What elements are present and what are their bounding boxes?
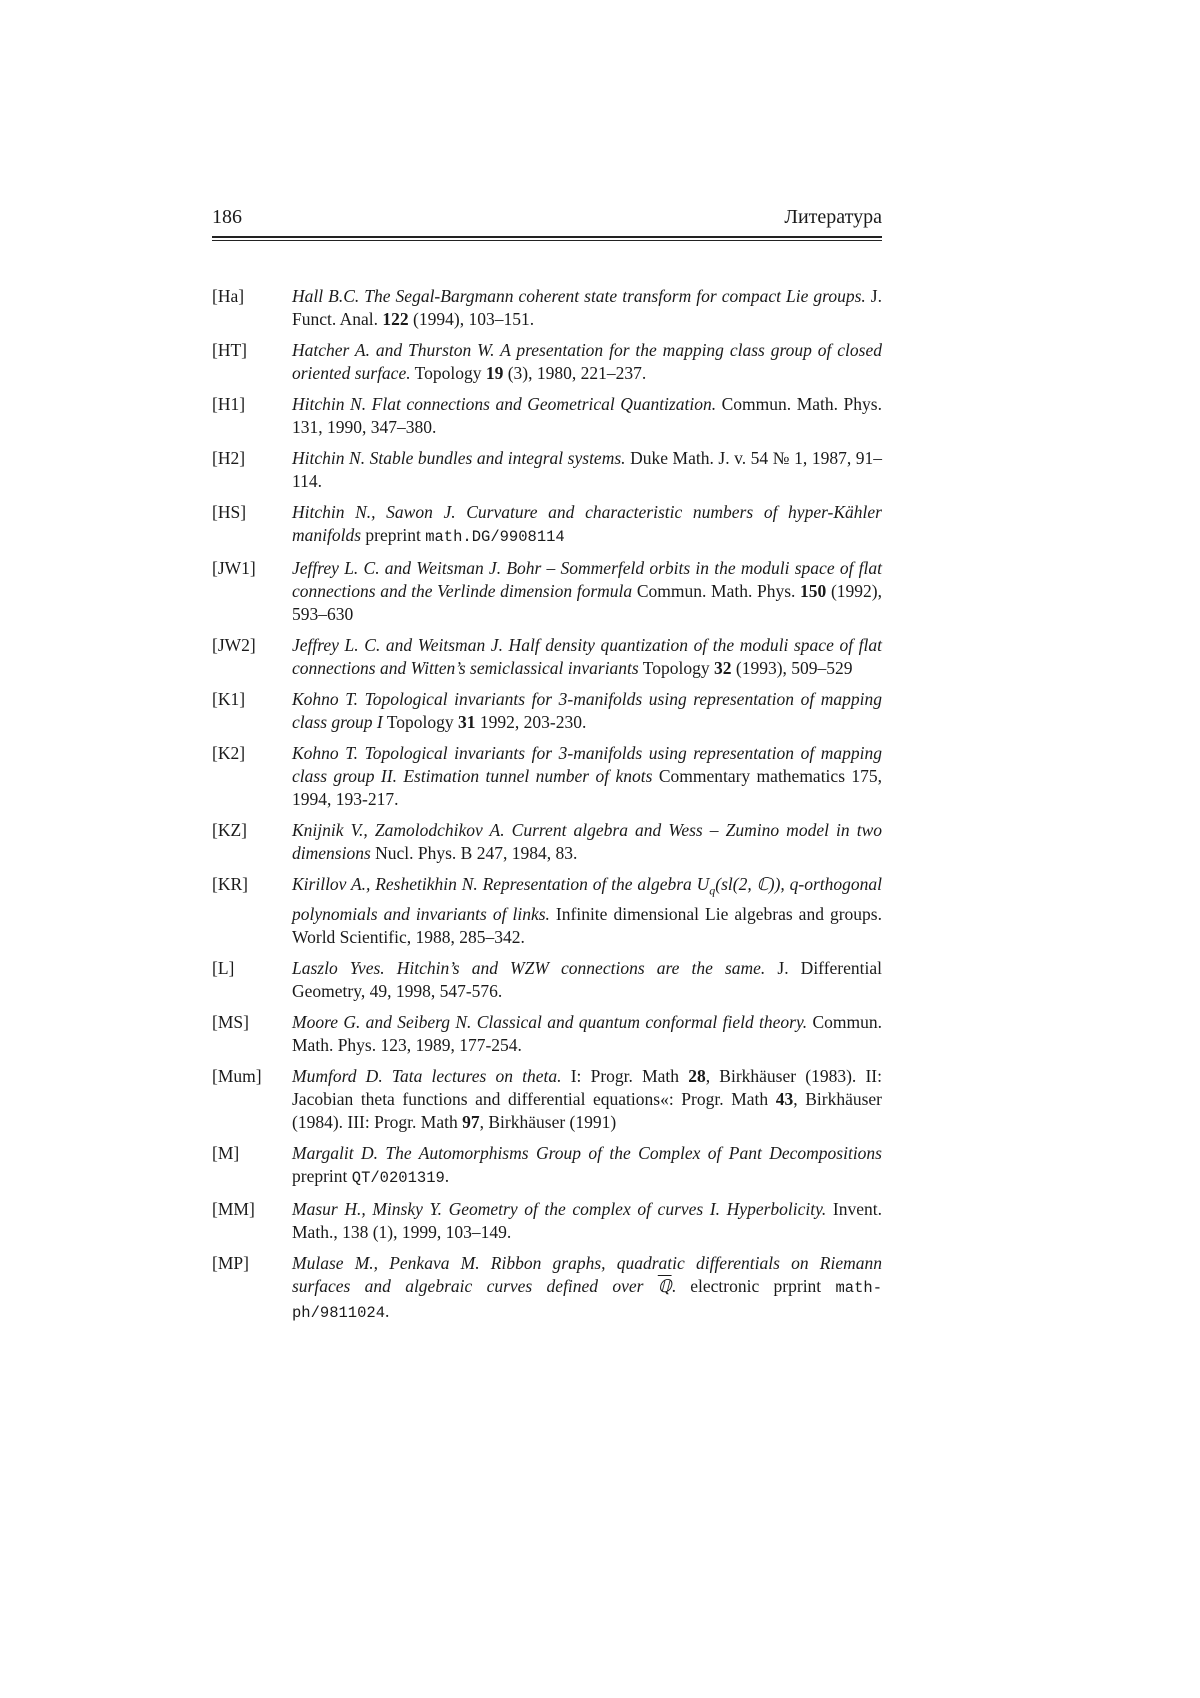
reference-entry xyxy=(212,1065,882,1134)
reference-fragment: Moore G. and Seiberg N. Classical and quantum conformal field theory. xyxy=(292,1011,808,1032)
reference-fragment: Commun. Math. Phys. 123, 1989, 177-254. xyxy=(292,1011,882,1055)
reference-text xyxy=(292,1252,882,1325)
reference-fragment: 28 xyxy=(688,1065,706,1086)
reference-entry xyxy=(212,1198,882,1244)
reference-fragment: Invent. Math., 138 (1), 1999, 103–149. xyxy=(292,1198,882,1242)
reference-fragment: (3), 1980, 221–237. xyxy=(503,363,647,383)
reference-fragment: 97 xyxy=(462,1111,480,1132)
header-rule-thick xyxy=(212,236,882,238)
reference-fragment: . xyxy=(444,1165,450,1186)
reference-key: [HS] xyxy=(212,502,247,522)
reference-fragment: QT/0201319 xyxy=(351,1168,445,1187)
reference-key: [H2] xyxy=(212,448,246,468)
reference-text xyxy=(292,1011,882,1057)
reference-fragment: , Birkhäuser (1991) xyxy=(479,1111,617,1132)
reference-entry xyxy=(212,339,882,385)
reference-fragment: Nucl. Phys. B 247, 1984, 83. xyxy=(370,843,578,863)
reference-key: [Ha] xyxy=(212,286,245,306)
reference-text xyxy=(292,447,882,493)
reference-key: [L] xyxy=(212,957,235,978)
reference-fragment: Hitchin N., Sawon J. Curvature and characteristic numbers of hyper-Kähler manifolds xyxy=(292,502,882,545)
reference-text xyxy=(292,1198,882,1244)
reference-fragment: , Birkhäuser (1983). II: Jacobian theta functions and differential equations«: Progr. Math xyxy=(292,1065,882,1109)
reference-text xyxy=(292,742,882,811)
reference-entry xyxy=(212,688,882,734)
reference-key: [KZ] xyxy=(212,820,247,840)
reference-fragment: 19 xyxy=(485,363,504,383)
reference-fragment: Kohno T. Topological invariants for 3-manifolds using representation of mapping class group I xyxy=(292,689,882,732)
reference-list xyxy=(212,285,882,1325)
reference-text xyxy=(292,339,882,385)
reference-entry xyxy=(212,285,882,331)
reference-fragment: Kirillov A., Reshetikhin N. Representation of the algebra U xyxy=(292,874,710,894)
reference-entry xyxy=(212,634,882,680)
reference-fragment: ℚ xyxy=(657,1275,672,1296)
reference-fragment: 1992, 203-230. xyxy=(475,712,587,732)
reference-fragment: (1994), 103–151. xyxy=(408,309,535,329)
reference-fragment: (1992), 593–630 xyxy=(292,581,882,624)
reference-key: [Mum] xyxy=(212,1065,262,1086)
reference-fragment: Duke Math. J. v. 54 № 1, 1987, 91–114. xyxy=(292,448,882,491)
reference-entry xyxy=(212,819,882,865)
reference-fragment: I: Progr. Math xyxy=(561,1065,689,1086)
reference-fragment: , Birkhäuser (1984). III: Progr. Math xyxy=(292,1088,882,1132)
reference-text xyxy=(292,557,882,626)
reference-fragment: Margalit D. The Automorphisms Group of the Complex of Pant Decompositions xyxy=(292,1142,882,1163)
reference-key: [MP] xyxy=(212,1252,249,1273)
reference-entry xyxy=(212,742,882,811)
reference-fragment: 32 xyxy=(714,658,732,678)
reference-key: [MS] xyxy=(212,1011,249,1032)
reference-fragment: . electronic prprint xyxy=(671,1275,836,1296)
reference-fragment: Hitchin N. Stable bundles and integral systems. xyxy=(292,448,626,468)
reference-fragment: q xyxy=(709,883,716,898)
page-number: 186 xyxy=(212,206,242,228)
reference-text xyxy=(292,957,882,1003)
reference-fragment: Hall B.C. The Segal-Bargmann coherent state transform for compact Lie groups. xyxy=(292,286,866,306)
reference-key: [H1] xyxy=(212,394,246,414)
reference-key: [K2] xyxy=(212,743,246,763)
reference-entry xyxy=(212,501,882,549)
reference-text xyxy=(292,873,882,949)
reference-text xyxy=(292,688,882,734)
reference-entry xyxy=(212,957,882,1003)
reference-fragment: Hatcher A. and Thurston W. A presentation for the mapping class group of closed oriented surface. xyxy=(292,340,882,383)
reference-fragment: preprint xyxy=(292,1165,352,1186)
reference-fragment: 150 xyxy=(800,581,827,601)
reference-text xyxy=(292,819,882,865)
reference-fragment: Jeffrey L. C. and Weitsman J. Bohr – Sommerfeld orbits in the moduli space of flat connections and the Verlinde dimension formula xyxy=(292,558,882,601)
reference-fragment: Topology xyxy=(382,712,459,732)
reference-key: [KR] xyxy=(212,874,248,894)
reference-fragment: Hitchin N. Flat connections and Geometrical Quantization. xyxy=(292,394,717,414)
reference-text xyxy=(292,1142,882,1190)
reference-entry xyxy=(212,393,882,439)
reference-key: [MM] xyxy=(212,1198,255,1219)
reference-fragment: Kohno T. Topological invariants for 3-manifolds using representation of mapping class group II. Estimation tunnel number of knots xyxy=(292,743,882,786)
reference-fragment: Commun. Math. Phys. 131, 1990, 347–380. xyxy=(292,394,882,437)
reference-key: [M] xyxy=(212,1142,240,1163)
reference-entry xyxy=(212,447,882,493)
reference-fragment: 31 xyxy=(458,712,476,732)
running-head xyxy=(212,204,882,230)
reference-entry xyxy=(212,1142,882,1190)
reference-fragment: Knijnik V., Zamolodchikov A. Current algebra and Wess – Zumino model in two dimensions xyxy=(292,820,882,863)
reference-key: [HT] xyxy=(212,340,247,360)
reference-fragment: preprint xyxy=(361,525,426,545)
reference-fragment: Jeffrey L. C. and Weitsman J. Half density quantization of the moduli space of flat connections and Witten’s semiclassical invariants xyxy=(292,635,882,678)
section-title: Литература xyxy=(784,206,882,228)
reference-text xyxy=(292,634,882,680)
reference-fragment: (1993), 509–529 xyxy=(731,658,853,678)
header-rule-thin xyxy=(212,240,882,241)
reference-fragment: . xyxy=(385,1300,390,1321)
reference-text xyxy=(292,501,882,549)
reference-fragment: Infinite dimensional Lie algebras and groups. World Scientific, 1988, 285–342. xyxy=(292,903,882,947)
reference-fragment: J. Funct. Anal. xyxy=(292,286,882,329)
reference-fragment: 122 xyxy=(382,309,409,329)
reference-fragment: (sl(2, ℂ)), q-orthogonal polynomials and invariants of links. xyxy=(292,874,882,924)
reference-entry xyxy=(212,873,882,949)
reference-fragment: J. Differential Geometry, 49, 1998, 547-576. xyxy=(292,957,882,1001)
reference-fragment: Topology xyxy=(410,363,486,383)
reference-fragment: Mulase M., Penkava M. Ribbon graphs, quadratic differentials on Riemann surfaces and algebraic curves defined over xyxy=(292,1252,882,1296)
reference-fragment: Commun. Math. Phys. xyxy=(632,581,801,601)
reference-fragment: math-ph/9811024 xyxy=(292,1278,882,1322)
reference-entry xyxy=(212,557,882,626)
reference-fragment: math.DG/9908114 xyxy=(425,528,565,546)
reference-fragment: 43 xyxy=(775,1088,794,1109)
reference-text xyxy=(292,1065,882,1134)
reference-fragment: Commentary mathematics 175, 1994, 193-217. xyxy=(292,766,883,809)
reference-fragment: Mumford D. Tata lectures on theta. xyxy=(292,1065,562,1086)
page xyxy=(212,204,882,1333)
reference-key: [JW2] xyxy=(212,635,256,655)
reference-entry xyxy=(212,1011,882,1057)
reference-text xyxy=(292,285,882,331)
reference-fragment: Topology xyxy=(638,658,714,678)
reference-text xyxy=(292,393,882,439)
reference-fragment: Masur H., Minsky Y. Geometry of the complex of curves I. Hyperbolicity. xyxy=(292,1198,827,1219)
reference-key: [JW1] xyxy=(212,558,256,578)
reference-fragment: Laszlo Yves. Hitchin’s and WZW connections are the same. xyxy=(292,957,766,978)
reference-entry xyxy=(212,1252,882,1325)
reference-key: [K1] xyxy=(212,689,246,709)
